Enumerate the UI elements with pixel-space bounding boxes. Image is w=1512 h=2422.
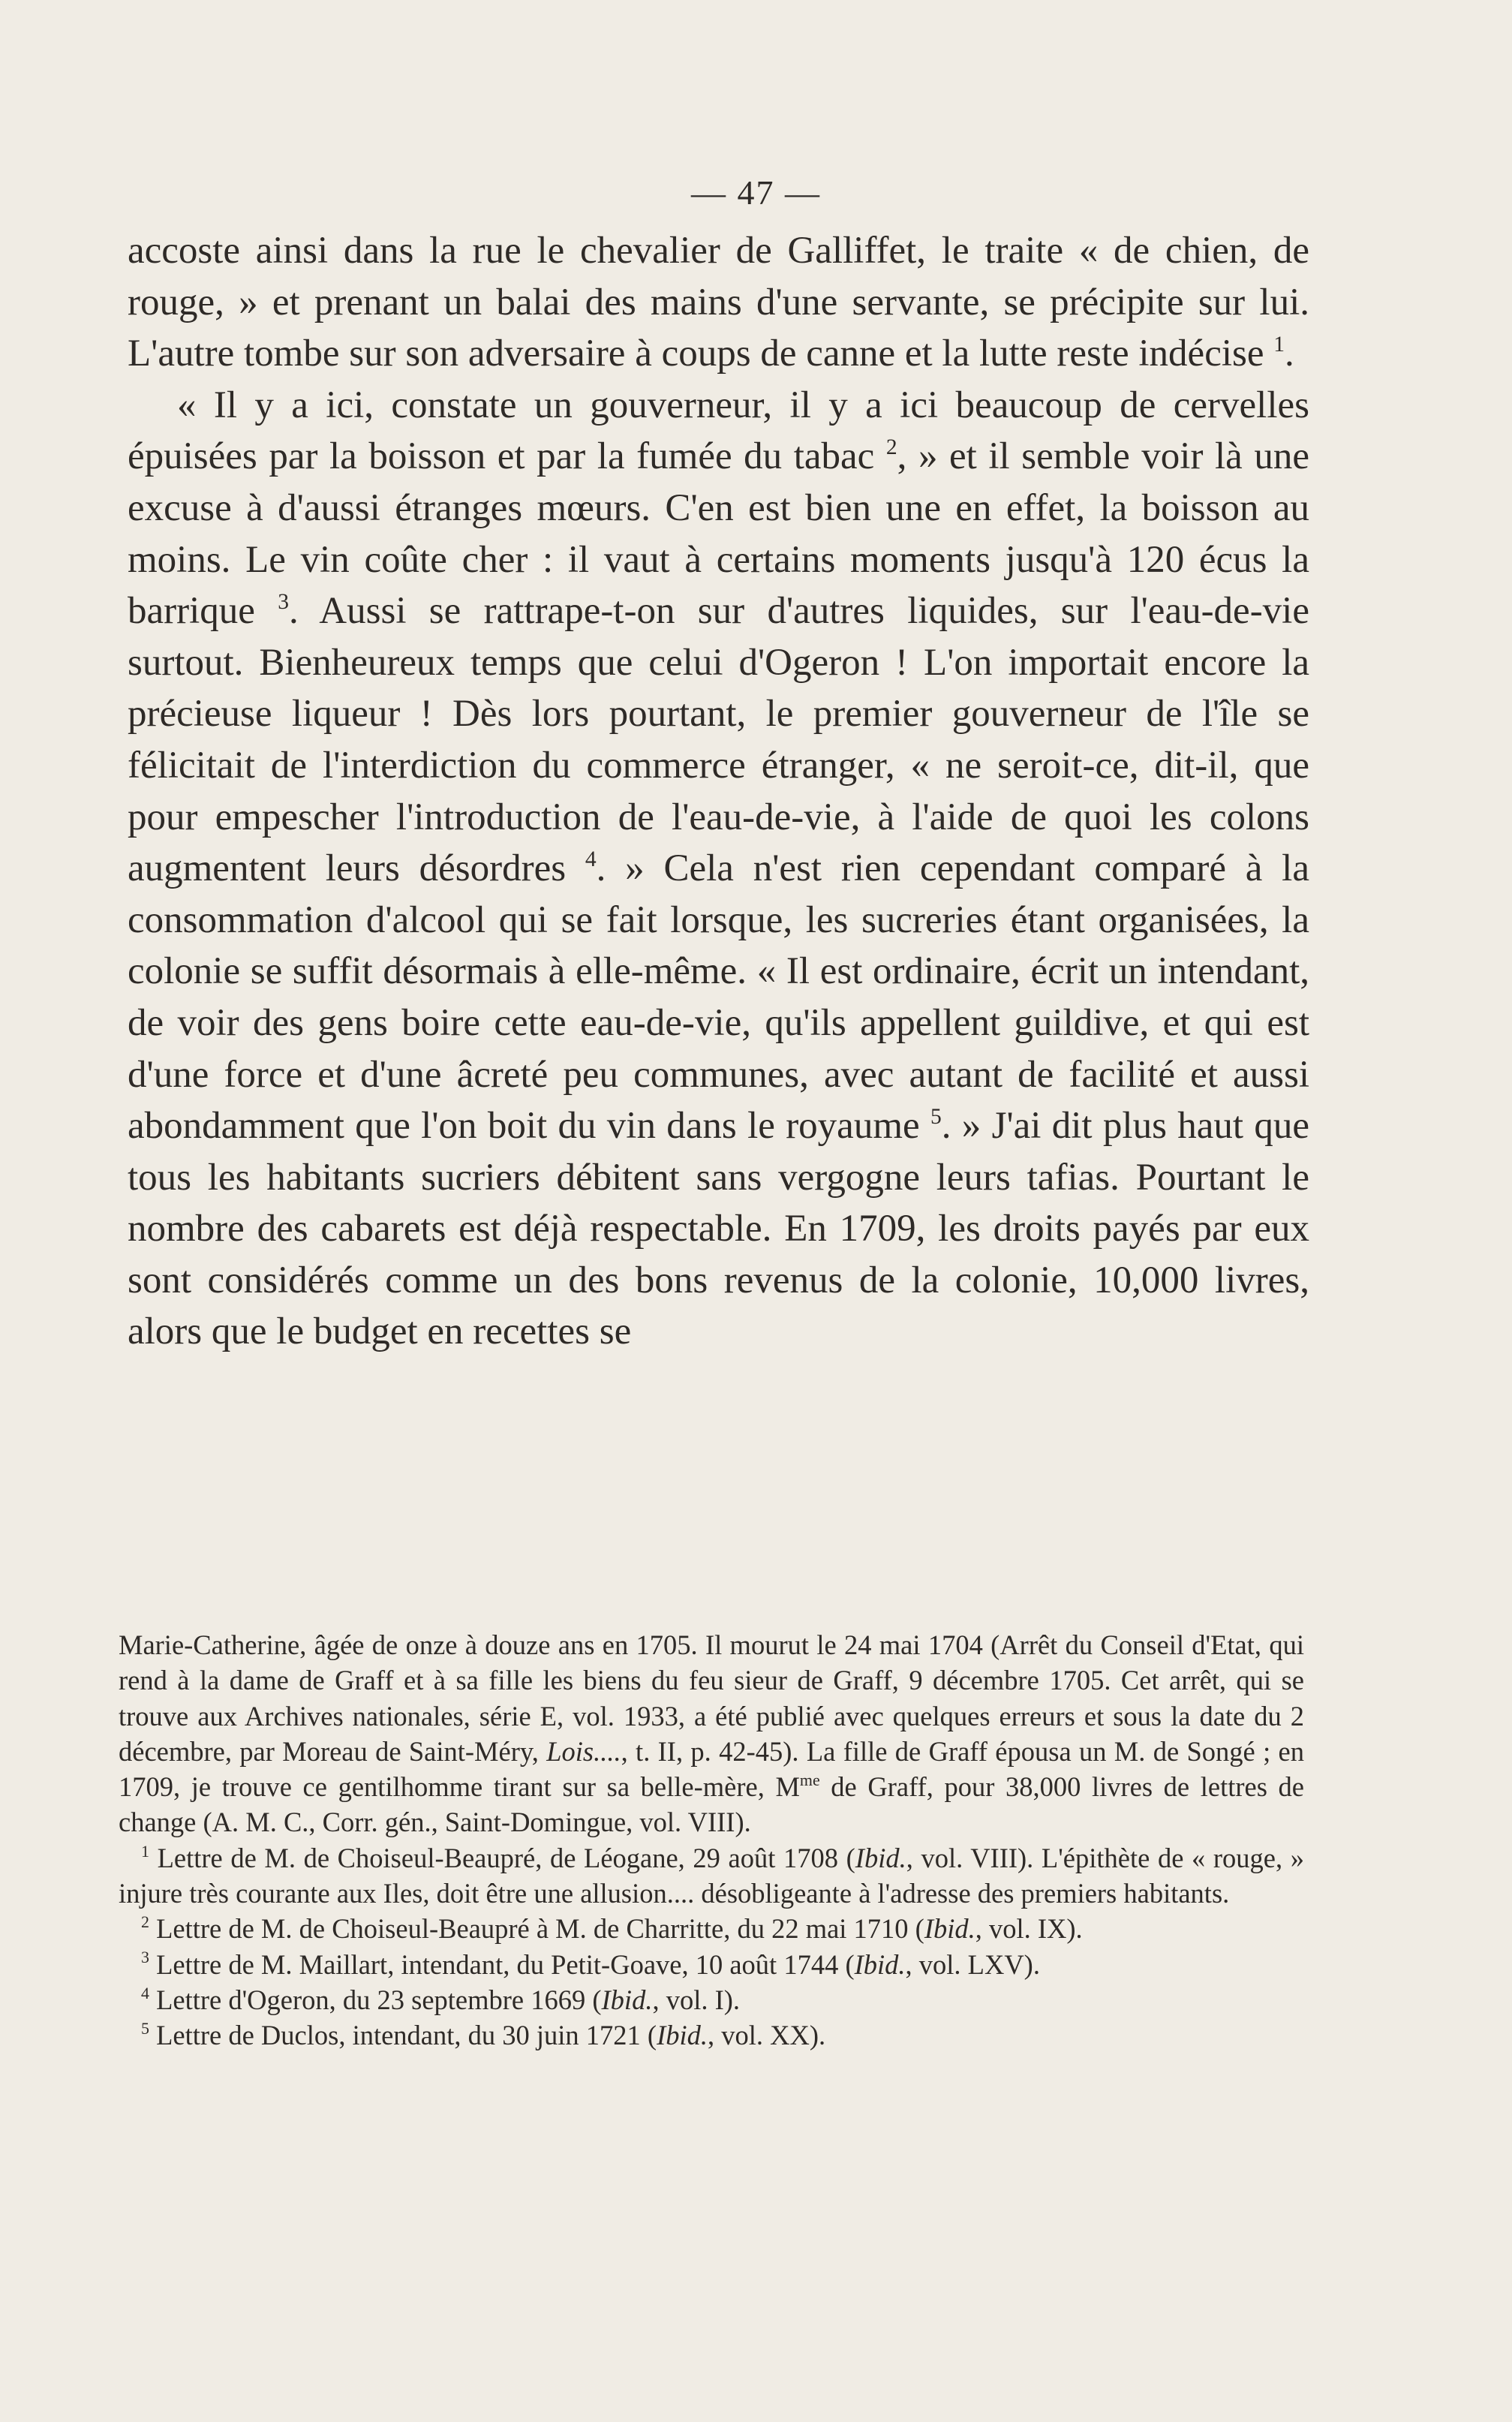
footnote-5: $^5$ Lettre de Duclos, intendant, du 30 juin 1721 (Ibid., vol. XX). <box>141 2019 826 2051</box>
footnote-marker: 5 <box>930 1104 942 1129</box>
footnote-marker: 2 <box>885 435 897 459</box>
footnote-4: $^4$ Lettre d'Ogeron, du 23 septembre 1669 (Ibid., vol. I). <box>141 1983 741 2015</box>
footnote-number: 4 <box>141 1983 149 2002</box>
footnote-marker: 1 <box>1273 332 1285 357</box>
footnote-marker: 3 <box>278 589 290 614</box>
paragraph: accoste ainsi dans la rue le chevalier de Galliffet, le traite « de chien, de rouge, » et prenant un balai des mains d'une servante, se précipite sur lui. L'autre tombe sur son adversaire à coups de canne et la lutte reste indécise $^1$. <box>128 230 1309 375</box>
footnotes <box>119 1627 1304 2053</box>
paragraph: « Il y a ici, constate un gouverneur, il y a ici beaucoup de cervelles épuisées par la boisson et par la fumée du tabac $^2$, » et il semble voir là une excuse à d'aussi étranges mœurs. C'en est bien une en effet, la boisson au moins. Le vin coûte cher : il vaut à certains moments jusqu'à 120 écus la barrique $^3$. Aussi se rattrape-t-on sur d'autres liquides, sur l'eau-de-vie surtout. Bienheureux temps que celui d'Ogeron ! L'on importait encore la précieuse liqueur ! Dès lors pourtant, le premier gouverneur de l'île se félicitait de l'interdiction du commerce étranger, « ne seroit-ce, dit-il, que pour empescher l'introduction de l'eau-de-vie, à l'aide de quoi les colons augmentent leurs désordres $^4$. » Cela n'est rien cependant comparé à la consommation d'alcool qui se fait lorsque, les sucreries étant organisées, la colonie se suffit désormais à elle-même. « Il est ordinaire, écrit un intendant, de voir des gens boire cette eau-de-vie, qu'ils appellent guildive, et qui est d'une force et d'une âcreté peu communes, avec autant de facilité et aussi abondamment que l'on boit du vin dans le royaume $^5$. » J'ai dit plus haut que tous les habitants sucriers débitent sans vergogne leurs tafias. Pourtant le nombre des cabarets est déjà respectable. En 1709, les droits payés par eux sont considérés comme un des bons revenus de la colonie, 10,000 livres, alors que le budget en recettes se <box>128 384 1309 1353</box>
page-number: — 47 — <box>691 173 821 212</box>
footnote-3: $^3$ Lettre de M. Maillart, intendant, du Petit-Goave, 10 août 1744 (Ibid., vol. LXV). <box>141 1948 1040 1980</box>
footnote-marker: 4 <box>585 847 597 871</box>
footnote-2: $^2$ Lettre de M. de Choiseul-Beaupré à M. de Charritte, du 22 mai 1710 (Ibid., vol. IX). <box>141 1912 1083 1945</box>
footnote-number: 2 <box>141 1912 149 1932</box>
footnote-number: 1 <box>141 1841 149 1861</box>
footnote-1: $^1$ Lettre de M. de Choiseul-Beaupré, de Léogane, 29 août 1708 (Ibid., vol. VIII). L'épithète de « rouge, » injure très courante aux Iles, doit être une allusion.... désobligeante à l'adresse des premiers habitants. <box>119 1841 1304 1909</box>
footnote-number: 5 <box>141 2019 149 2038</box>
footnote-number: 3 <box>141 1948 149 1967</box>
footnote-continued: Marie-Catherine, âgée de onze à douze ans en 1705. Il mourut le 24 mai 1704 (Arrêt du Conseil d'Etat, qui rend à la dame de Graff et à sa fille les biens du feu sieur de Graff, 9 décembre 1705. Cet arrêt, qui se trouve aux Archives nationales, série E, vol. 1933, a été publié avec quelques erreurs et sous la date du 2 décembre, par Moreau de Saint-Méry, Lois...., t. II, p. 42-45). La fille de Graff épousa un M. de Songé ; en 1709, je trouve ce gentilhomme tirant sur sa belle-mère, $M^{me}$ de Graff, pour 38,000 livres de lettres de change (A. M. C., Corr. gén., Saint-Domingue, vol. VIII). <box>119 1629 1304 1838</box>
main-text <box>128 225 1309 1358</box>
